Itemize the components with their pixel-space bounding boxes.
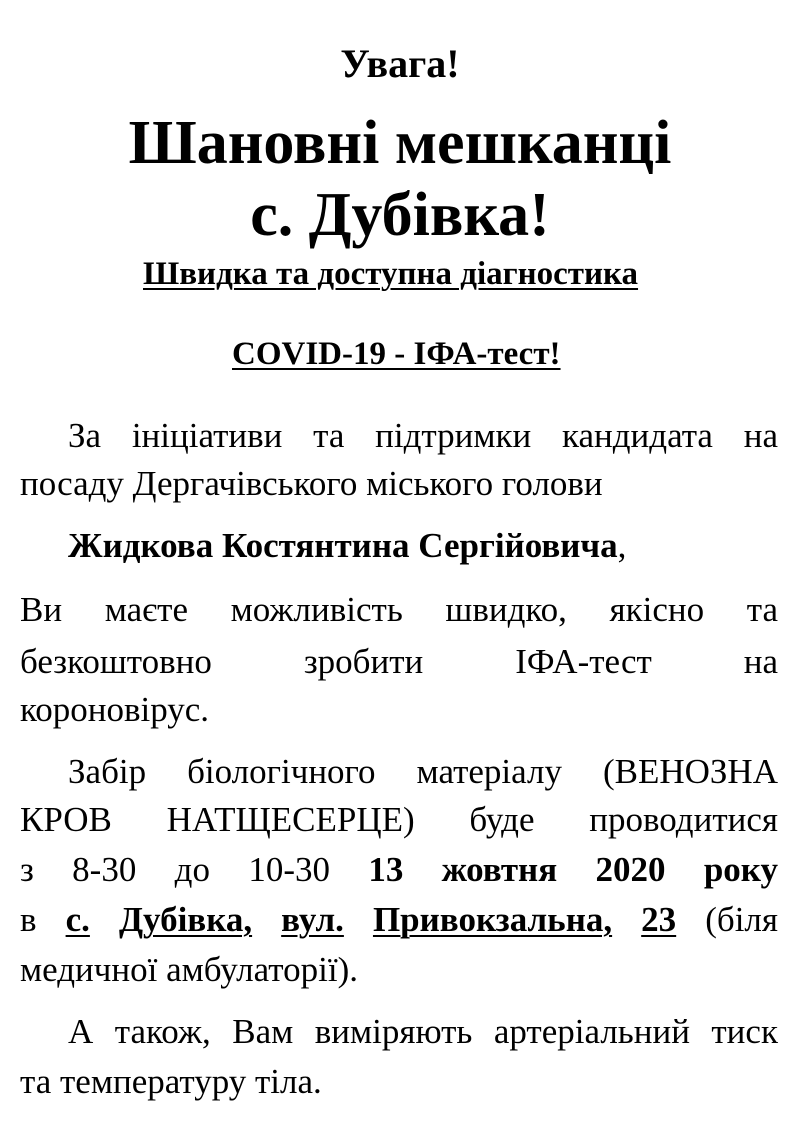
word: в	[20, 900, 37, 939]
word: тиск	[711, 1012, 778, 1051]
candidate-name: Жидкова Костянтина Сергійовича	[68, 526, 618, 565]
word: також,	[114, 1012, 211, 1051]
address-word: 23	[641, 900, 677, 939]
paragraph-2-line-2	[20, 644, 778, 679]
word: ІФА-тест	[515, 642, 652, 681]
paragraph-2-line-1	[20, 592, 778, 627]
word: кандидата	[562, 416, 713, 455]
word: буде	[469, 800, 535, 839]
word: Ви	[20, 590, 63, 629]
address-word: вул.	[281, 900, 344, 939]
word: 10-30	[248, 850, 330, 889]
word: матеріалу	[416, 752, 562, 791]
word: А	[68, 1012, 94, 1051]
date-word: жовтня	[441, 850, 558, 889]
address-word: с.	[65, 900, 90, 939]
word: підтримки	[375, 416, 532, 455]
word: ініціативи	[131, 416, 283, 455]
word: артеріальний	[493, 1012, 690, 1051]
word: біологічного	[187, 752, 376, 791]
word: (біля	[705, 900, 778, 939]
word: якісно	[609, 590, 705, 629]
word: проводитися	[589, 800, 778, 839]
word: безкоштовно	[20, 642, 212, 681]
word: Вам	[232, 1012, 294, 1051]
word: зробити	[303, 642, 424, 681]
word: (ВЕНОЗНА	[602, 752, 778, 791]
word: на	[743, 416, 778, 455]
word: до	[174, 850, 210, 889]
paragraph-3-line-3	[20, 852, 778, 887]
word: можливість	[230, 590, 403, 629]
paragraph-3-line-4	[20, 902, 778, 937]
word: 8-30	[72, 850, 137, 889]
candidate-name-line	[68, 528, 626, 563]
address-word: Привокзальна,	[372, 900, 613, 939]
paragraph-1-line-1	[68, 418, 778, 453]
paragraph-3-line-1	[68, 754, 778, 789]
subtitle-line-1: Швидка та доступна діагностика	[143, 256, 639, 292]
attention-heading: Увага!	[340, 41, 460, 86]
word: на	[743, 642, 778, 681]
word: маєте	[104, 590, 188, 629]
word: з	[20, 850, 34, 889]
word: виміряють	[314, 1012, 473, 1051]
date-word: 2020	[595, 850, 666, 889]
title-line-2: с. Дубівка!	[250, 181, 550, 249]
date-word: року	[703, 850, 778, 889]
paragraph-4-line-2: та температуру тіла.	[20, 1062, 322, 1101]
paragraph-4-line-1	[68, 1014, 778, 1049]
word: КРОВ	[20, 800, 112, 839]
word: НАТЩЕСЕРЦЕ)	[166, 800, 415, 839]
subtitle-line-2: COVID-19 - ІФА-тест!	[232, 336, 561, 372]
word: та	[746, 590, 778, 629]
word: Забір	[68, 752, 147, 791]
paragraph-2-line-3: короновірус.	[20, 690, 210, 729]
paragraph-3-line-5: медичної амбулаторії).	[20, 950, 358, 989]
word: За	[68, 416, 102, 455]
paragraph-3-line-2	[20, 802, 778, 837]
word: швидко,	[445, 590, 567, 629]
paragraph-1-line-2: посаду Дергачівського міського голови	[20, 464, 603, 503]
candidate-comma: ,	[617, 526, 627, 565]
title-line-1: Шановні мешканці	[128, 109, 672, 177]
date-word: 13	[368, 850, 404, 889]
word: та	[313, 416, 345, 455]
address-word: Дубівка,	[118, 900, 253, 939]
